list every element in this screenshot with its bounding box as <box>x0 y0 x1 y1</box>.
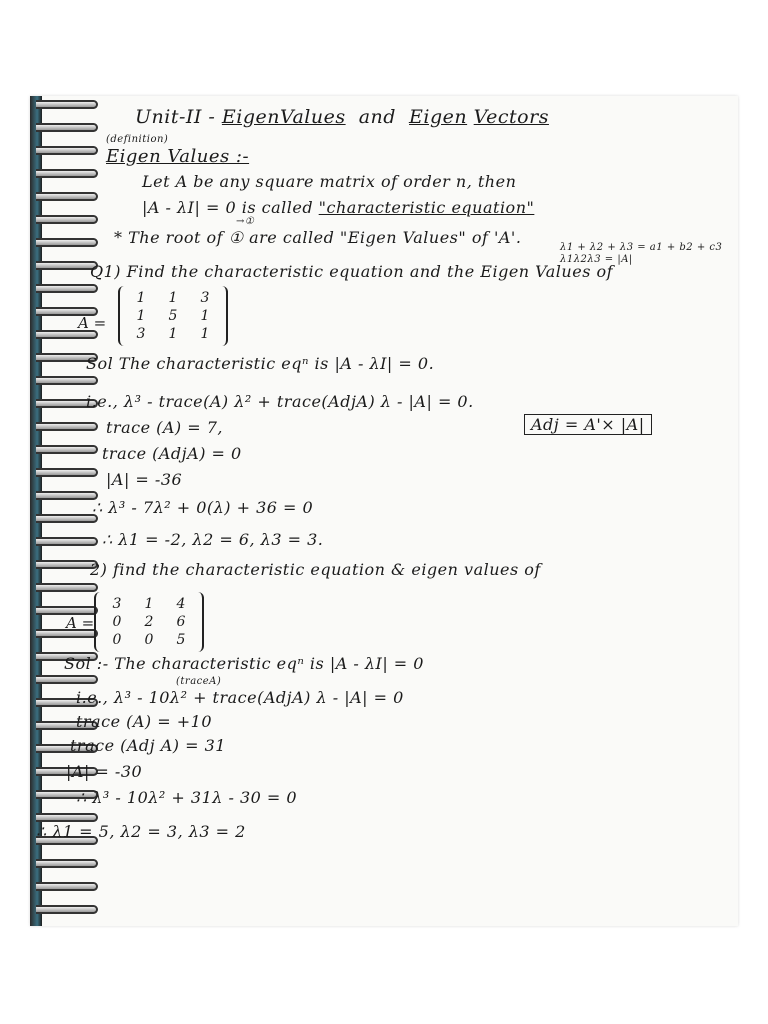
matrix-cell: 1 <box>200 308 210 324</box>
spiral-ring <box>36 514 98 523</box>
definition-line-3: * The root of ① are called "Eigen Values" of 'A'. <box>114 228 522 247</box>
spiral-ring <box>36 675 98 684</box>
spiral-ring <box>36 284 98 293</box>
question-2: 2) find the characteristic equation & eigen values of <box>90 560 541 579</box>
definition-term: "characteristic equation" <box>318 198 535 217</box>
title-and: and <box>358 106 396 128</box>
spiral-ring <box>36 422 98 431</box>
question-1: Q1) Find the characteristic equation and the Eigen Values of <box>90 262 614 281</box>
title-prefix: Unit-II - <box>135 106 222 128</box>
matrix-cell: 0 <box>144 632 154 648</box>
page-title <box>135 106 549 128</box>
q1-matrix <box>118 286 228 346</box>
notebook-page <box>30 96 738 926</box>
solution-line: ∴ λ1 = -2, λ2 = 6, λ3 = 3. <box>102 530 324 549</box>
solution-line: i.e., λ³ - 10λ² + trace(AdjA) λ - |A| = 0 <box>76 688 404 707</box>
spiral-ring <box>36 583 98 592</box>
spiral-ring <box>36 813 98 822</box>
solution-line: ∴ λ1 = 5, λ2 = 3, λ3 = 2 <box>36 822 246 841</box>
solution-line: i.e., λ³ - trace(A) λ² + trace(AdjA) λ - |A| = 0. <box>86 392 474 411</box>
matrix-cell: 0 <box>112 614 122 630</box>
solution-line: ∴ λ³ - 10λ² + 31λ - 30 = 0 <box>76 788 298 807</box>
q2-matrix <box>94 592 204 652</box>
solution-line: ∴ λ³ - 7λ² + 0(λ) + 36 = 0 <box>92 498 314 517</box>
matrix-cell: 3 <box>200 290 210 306</box>
spiral-ring <box>36 123 98 132</box>
trace-note: (traceA) <box>176 676 222 687</box>
spiral-ring <box>36 537 98 546</box>
matrix-cell: 1 <box>168 290 178 306</box>
adj-formula-box: Adj = A'× |A| <box>524 414 652 435</box>
solution-line: |A| = -30 <box>66 762 143 781</box>
spiral-ring <box>36 376 98 385</box>
spiral-ring <box>36 445 98 454</box>
side-note-product: λ1λ2λ3 = |A| <box>560 254 633 265</box>
solution-line: Sol The characteristic eqⁿ is |A - λI| = 0. <box>86 354 435 373</box>
solution-line: |A| = -36 <box>106 470 183 489</box>
side-note-sum: λ1 + λ2 + λ3 = a1 + b2 + c3 <box>560 242 723 253</box>
spiral-ring <box>36 491 98 500</box>
spiral-ring <box>36 100 98 109</box>
equation-marker: →① <box>236 216 255 227</box>
spiral-ring <box>36 468 98 477</box>
spiral-ring <box>36 560 98 569</box>
definition-equation: |A - λI| = 0 is called <box>142 198 314 217</box>
q2-matrix-label: A = <box>66 614 95 632</box>
spiral-ring <box>36 882 98 891</box>
section-heading: Eigen Values :- <box>106 146 250 167</box>
spiral-ring <box>36 169 98 178</box>
matrix-cell: 1 <box>136 290 146 306</box>
solution-line: trace (A) = 7, <box>106 418 224 437</box>
q1-matrix-label: A = <box>78 314 107 332</box>
solution-line: trace (AdjA) = 0 <box>102 444 242 463</box>
definition-line-1: Let A be any square matrix of order n, then <box>142 172 517 191</box>
solution-line: Sol :- The characteristic eqⁿ is |A - λI| = 0 <box>64 654 424 673</box>
spiral-ring <box>36 859 98 868</box>
matrix-cell: 1 <box>200 326 210 342</box>
matrix-cell: 3 <box>136 326 146 342</box>
matrix-cell: 3 <box>112 596 122 612</box>
matrix-cell: 5 <box>176 632 186 648</box>
solution-line: trace (Adj A) = 31 <box>70 736 226 755</box>
matrix-cell: 2 <box>144 614 154 630</box>
spiral-ring <box>36 905 98 914</box>
spiral-ring <box>36 261 98 270</box>
title-eigenvalues: EigenValues <box>221 106 346 128</box>
matrix-cell: 4 <box>176 596 186 612</box>
matrix-cell: 1 <box>168 326 178 342</box>
title-eigen: Eigen <box>409 106 468 128</box>
spiral-ring <box>36 192 98 201</box>
spiral-ring <box>36 238 98 247</box>
spiral-ring <box>36 215 98 224</box>
definition-tag: (definition) <box>106 134 169 145</box>
title-vectors: Vectors <box>473 106 549 128</box>
matrix-cell: 0 <box>112 632 122 648</box>
matrix-cell: 1 <box>136 308 146 324</box>
matrix-cell: 5 <box>168 308 178 324</box>
definition-line-2 <box>142 198 534 217</box>
spiral-ring <box>36 146 98 155</box>
matrix-cell: 1 <box>144 596 154 612</box>
matrix-cell: 6 <box>176 614 186 630</box>
solution-line: trace (A) = +10 <box>76 712 213 731</box>
